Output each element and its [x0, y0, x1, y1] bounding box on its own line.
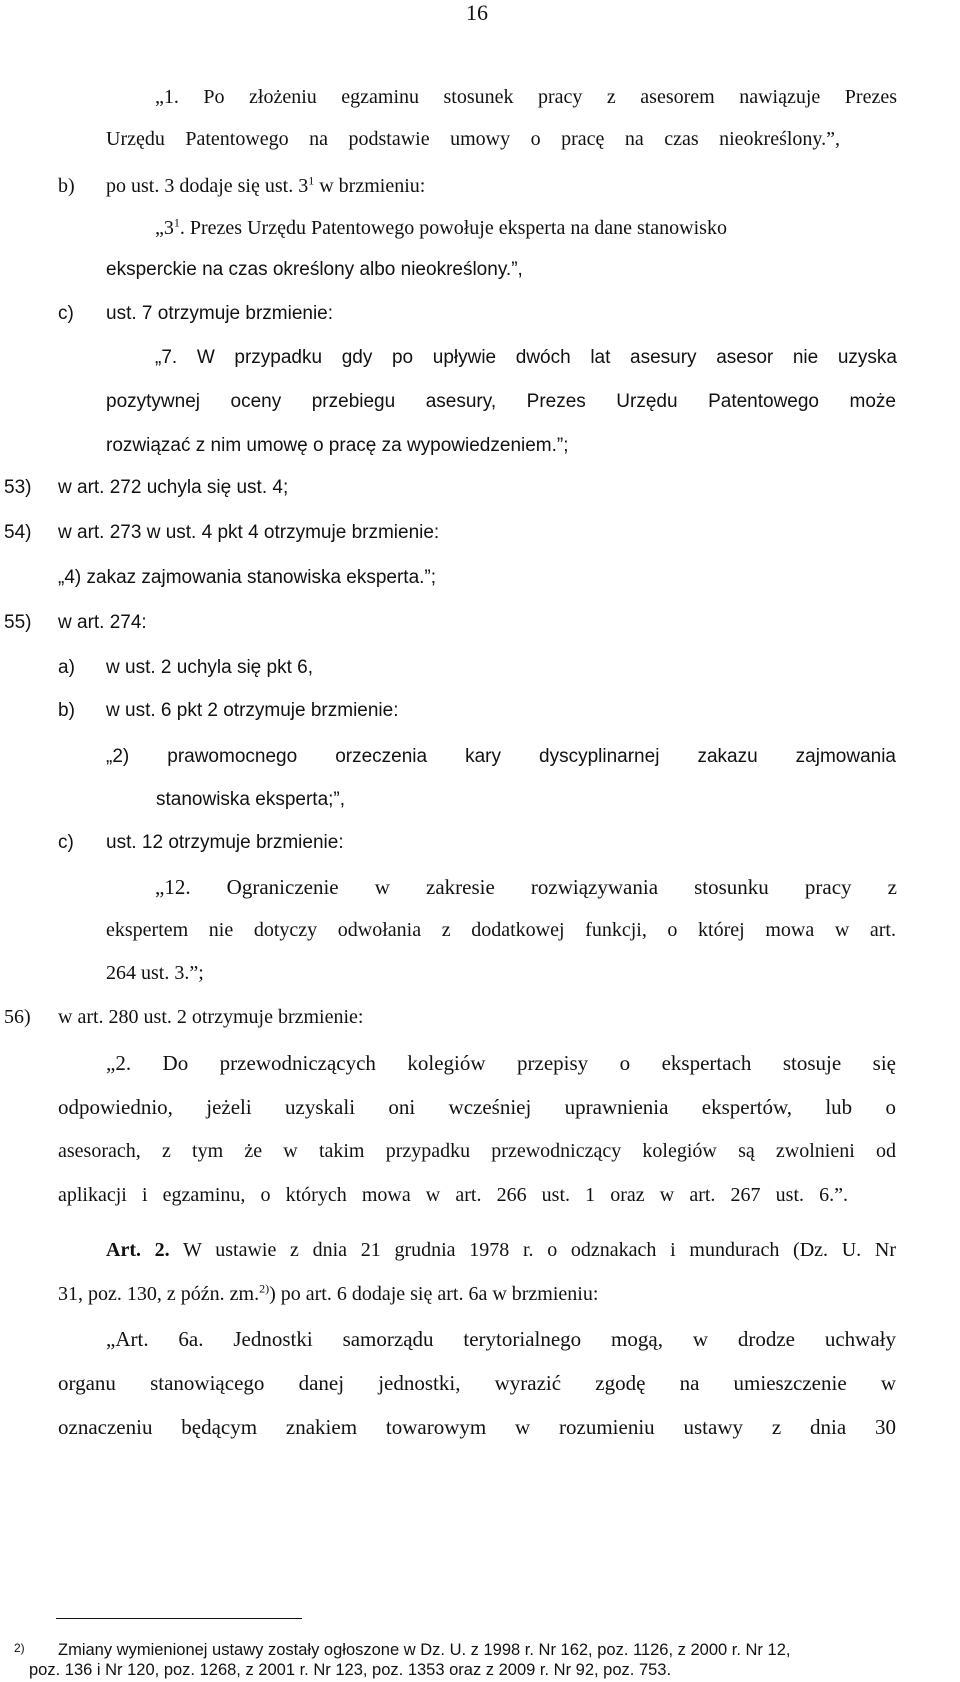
text-line: „12. Ograniczenie w zakresie rozwiązywania stosunku pracy z — [155, 875, 897, 899]
text-line: Urzędu Patentowego na podstawie umowy o pracę na czas nieokreślony.”, — [106, 128, 840, 150]
list-label: b) — [58, 175, 75, 197]
text-line: „2) prawomocnego orzeczenia kary dyscyplinarnej zakazu zajmowania — [106, 746, 896, 767]
text-line: „1. Po złożeniu egzaminu stosunek pracy z asesorem nawiązuje Prezes — [155, 86, 897, 108]
list-label: 55) — [4, 612, 32, 633]
footnote-line: Zmiany wymienionej ustawy zostały ogłoszone w Dz. U. z 1998 r. Nr 162, poz. 1126, z 2000 r. Nr 12, — [58, 1641, 791, 1659]
text-line: Art. 2. W ustawie z dnia 21 grudnia 1978 r. o odznakach i mundurach (Dz. U. Nr — [106, 1239, 896, 1261]
footnote-ref: 2) — [259, 1281, 270, 1296]
footnote-line: poz. 136 i Nr 120, poz. 1268, z 2001 r. Nr 123, poz. 1353 oraz z 2009 r. Nr 92, poz. 753. — [29, 1661, 672, 1679]
text-line: odpowiednio, jeżeli uzyskali oni wcześniej uprawnienia ekspertów, lub o — [58, 1095, 896, 1119]
list-label: b) — [58, 700, 75, 721]
text-line: w art. 274: — [58, 612, 147, 633]
footnote-separator — [56, 1618, 302, 1619]
list-label: 56) — [4, 1006, 31, 1028]
text-line: eksperckie na czas określony albo nieokreślony.”, — [106, 259, 523, 280]
list-label: c) — [58, 832, 74, 853]
footnote-marker: 2) — [14, 1641, 25, 1655]
text-line: w ust. 6 pkt 2 otrzymuje brzmienie: — [106, 700, 399, 721]
text-line: ust. 12 otrzymuje brzmienie: — [106, 832, 344, 853]
text-line: 31, poz. 130, z późn. zm.$^{2)}$) po art. 6 dodaje się art. 6a w brzmieniu: — [58, 1281, 599, 1305]
list-label: 53) — [4, 477, 32, 498]
text-line: rozwiązać z nim umowę o pracę za wypowiedzeniem.”; — [106, 435, 569, 456]
text-line: organu stanowiącego danej jednostki, wyrazić zgodę na umieszczenie w — [58, 1371, 896, 1395]
text-line: „4) zakaz zajmowania stanowiska eksperta.”; — [58, 567, 437, 588]
text-line: ust. 7 otrzymuje brzmienie: — [106, 303, 334, 324]
text-line: asesorach, z tym że w takim przypadku przewodniczący kolegiów są zwolnieni od — [58, 1140, 896, 1162]
text-line: oznaczeniu będącym znakiem towarowym w rozumieniu ustawy z dnia 30 — [58, 1415, 896, 1439]
text-line: pozytywnej oceny przebiegu asesury, Prezes Urzędu Patentowego może — [106, 391, 896, 412]
text-line: „Art. 6a. Jednostki samorządu terytorialnego mogą, w drodze uchwały — [106, 1327, 896, 1351]
text-line: w ust. 2 uchyla się pkt 6, — [106, 657, 313, 678]
text-line: „2. Do przewodniczących kolegiów przepisy o ekspertach stosuje się — [106, 1051, 896, 1075]
list-label: 54) — [4, 522, 32, 543]
text-line: w art. 273 w ust. 4 pkt 4 otrzymuje brzmienie: — [58, 522, 440, 543]
text-line: „7. W przypadku gdy po upływie dwóch lat asesury asesor nie uzyska — [155, 347, 897, 368]
text-line: po ust. 3 dodaje się ust. $3^1$ w brzmieniu: — [106, 173, 426, 197]
text-line: 264 ust. 3.”; — [106, 962, 204, 984]
list-label: c) — [58, 303, 74, 324]
page-number: 16 — [466, 0, 488, 25]
text-line: ekspertem nie dotyczy odwołania z dodatkowej funkcji, o której mowa w art. — [106, 919, 896, 941]
article-number: Art. 2. — [106, 1239, 170, 1261]
text-line: w art. 280 ust. 2 otrzymuje brzmienie: — [58, 1006, 364, 1028]
text-line: w art. 272 uchyla się ust. 4; — [58, 477, 289, 498]
list-label: a) — [58, 657, 75, 678]
text-line: aplikacji i egzaminu, o których mowa w art. 266 ust. 1 oraz w art. 267 ust. 6.”. — [58, 1184, 848, 1206]
text-line: $„3^1$. Prezes Urzędu Patentowego powołuje eksperta na dane stanowisko — [155, 215, 727, 239]
text-line: stanowiska eksperta;”, — [156, 789, 346, 810]
